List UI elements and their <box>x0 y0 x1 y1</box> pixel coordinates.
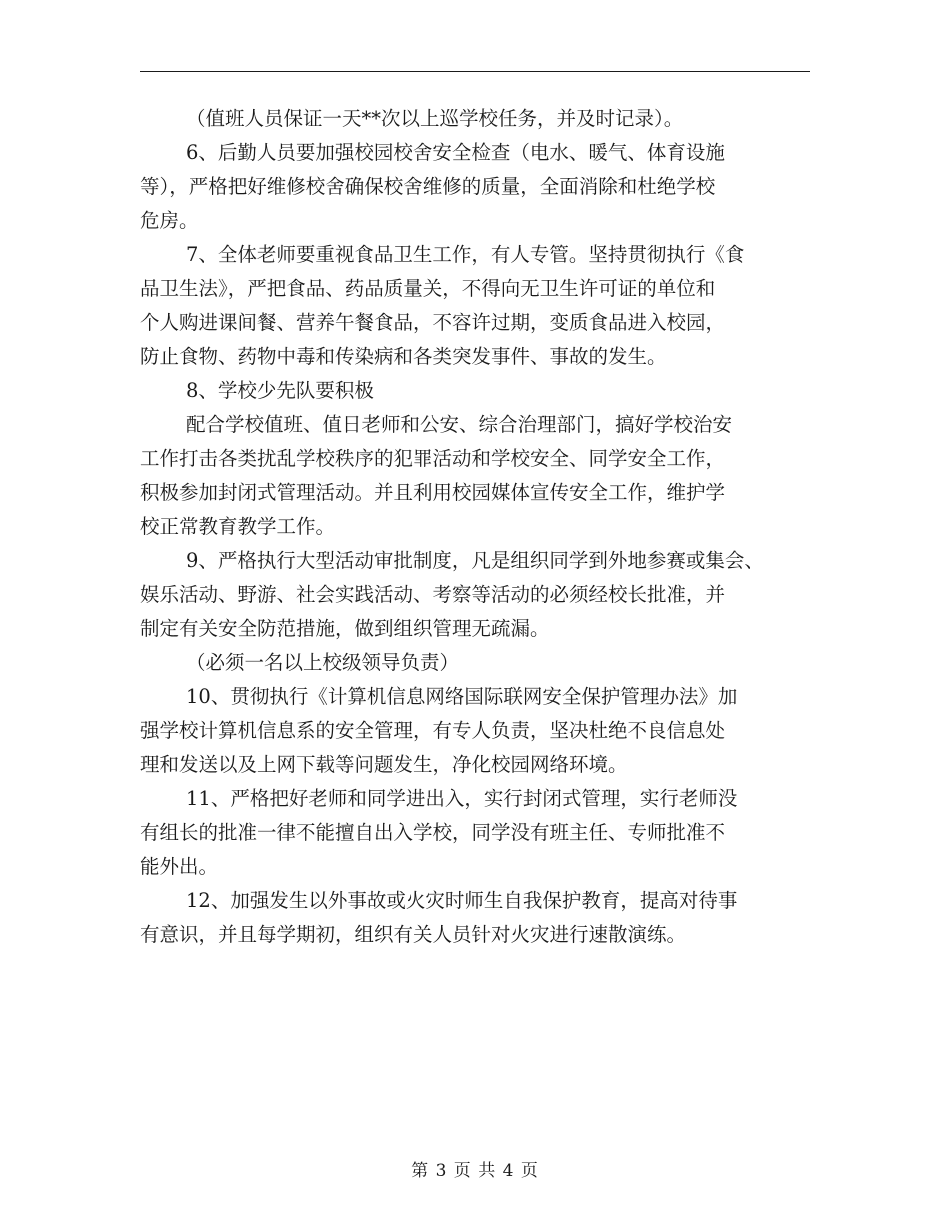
text-line: 12、加强发生以外事故或火灾时师生自我保护教育，提高对待事 <box>186 889 738 912</box>
text-line: （必须一名以上校级领导负责） <box>186 651 460 674</box>
page-number-footer: 第 3 页 共 4 页 <box>411 1161 539 1181</box>
text-line: 11、严格把好老师和同学进出入，实行封闭式管理，实行老师没 <box>186 787 738 810</box>
text-line: 危房。 <box>140 209 199 232</box>
text-line: 6、后勤人员要加强校园校舍安全检查（电水、暖气、体育设施 <box>186 141 725 164</box>
document-body <box>140 102 812 952</box>
text-line: 9、严格执行大型活动审批制度，凡是组织同学到外地参赛或集会、 <box>186 549 764 572</box>
header-rule <box>140 71 810 72</box>
text-line: 个人购进课间餐、营养午餐食品，不容许过期，变质食品进入校园， <box>140 311 726 334</box>
text-line: 等），严格把好维修校舍确保校舍维修的质量，全面消除和杜绝学校 <box>140 175 716 198</box>
text-line: 有组长的批准一律不能擅自出入学校，同学没有班主任、专师批准不 <box>140 821 726 844</box>
text-line: 10、贯彻执行《计算机信息网络国际联网安全保护管理办法》加 <box>186 685 738 708</box>
text-line: 有意识，并且每学期初，组织有关人员针对火灾进行速散演练。 <box>140 923 687 946</box>
text-line: 制定有关安全防范措施，做到组织管理无疏漏。 <box>140 617 550 640</box>
text-line: 能外出。 <box>140 855 219 878</box>
text-line: 8、学校少先队要积极 <box>186 379 374 402</box>
text-line: 积极参加封闭式管理活动。并且利用校园媒体宣传安全工作，维护学 <box>140 481 726 504</box>
text-line: 娱乐活动、野游、社会实践活动、考察等活动的必须经校长批准，并 <box>140 583 726 606</box>
text-line: 强学校计算机信息系的安全管理，有专人负责，坚决杜绝不良信息处 <box>140 719 726 742</box>
text-line: 7、全体老师要重视食品卫生工作，有人专管。坚持贯彻执行《食 <box>186 243 745 266</box>
text-line: 防止食物、药物中毒和传染病和各类突发事件、事故的发生。 <box>140 345 667 368</box>
text-line: 理和发送以及上网下载等问题发生，净化校园网络环境。 <box>140 753 628 776</box>
text-line: 品卫生法》，严把食品、药品质量关，不得向无卫生许可证的单位和 <box>140 277 716 300</box>
text-line: 工作打击各类扰乱学校秩序的犯罪活动和学校安全、同学安全工作， <box>140 447 726 470</box>
text-line: 配合学校值班、值日老师和公安、综合治理部门，搞好学校治安 <box>186 413 733 436</box>
text-line: （值班人员保证一天**次以上巡学校任务，并及时记录）。 <box>186 107 684 130</box>
text-line: 校正常教育教学工作。 <box>140 515 336 538</box>
